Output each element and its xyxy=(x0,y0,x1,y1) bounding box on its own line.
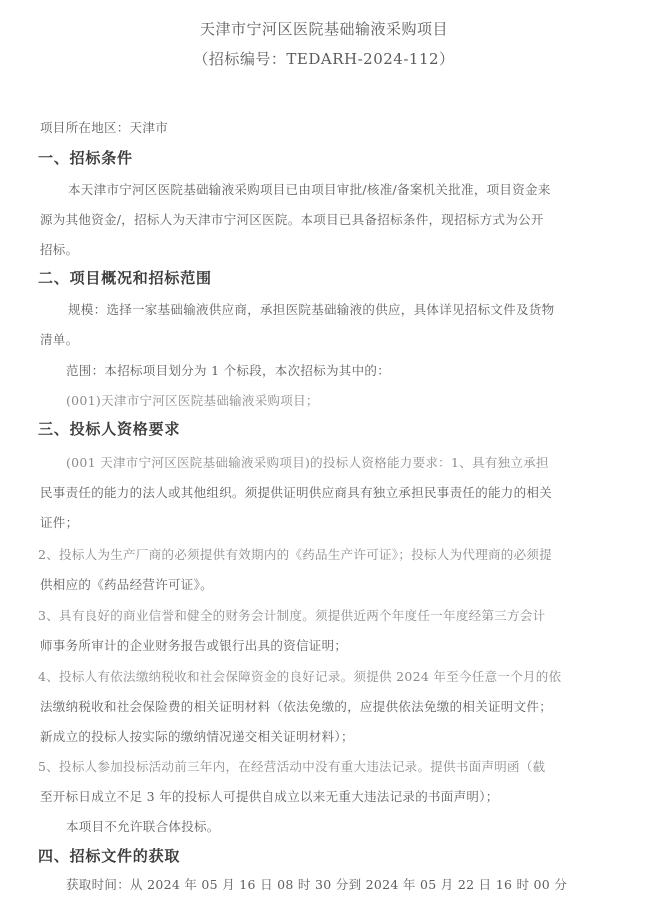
section-1-text-line: 本天津市宁河区医院基础输液采购项目已由项目审批/核准/备案机关批准，项目资金来 xyxy=(68,182,551,197)
qualification-item-4-line: 4、投标人有依法缴纳税收和社会保障资金的良好记录。须提供 2024 年至今任意一个月的依 xyxy=(38,669,562,684)
section-2-scale-line: 清单。 xyxy=(40,332,79,347)
document-acquisition-time: 获取时间：从 2024 年 05 月 16 日 08 时 30 分到 2024 年 05 月 22 日 16 时 00 分 xyxy=(66,877,568,892)
qualification-item-2-line: 2、投标人为生产厂商的必须提供有效期内的《药品生产许可证》；投标人为代理商的必须提 xyxy=(38,547,553,562)
section-2-scale-line: 规模：选择一家基础输液供应商，承担医院基础输液的供应，具体详见招标文件及货物 xyxy=(68,302,555,317)
project-region: 项目所在地区：天津市 xyxy=(40,120,169,135)
section-2-scope: 范围：本招标项目划分为 1 个标段，本次招标为其中的： xyxy=(66,363,391,378)
qualification-item-2-line: 供相应的《药品经营许可证》。 xyxy=(40,577,213,592)
qualification-item-3-line: 3、具有良好的商业信誉和健全的财务会计制度。须提供近两个年度任一年度经第三方会计 xyxy=(38,608,546,623)
qualification-item-5-line: 至开标日成立不足 3 年的投标人可提供自成立以来无重大违法记录的书面声明）； xyxy=(40,789,499,804)
section-1-text-line: 招标。 xyxy=(40,242,79,257)
section-3-intro-line: 证件； xyxy=(40,515,79,530)
qualification-item-4-line: 法缴纳税收和社会保险费的相关证明材料（依法免缴的，应提供依法免缴的相关证明文件； xyxy=(40,699,553,714)
section-3-intro-line: 民事责任的能力的法人或其他组织。须提供证明供应商具有独立承担民事责任的能力的相关 xyxy=(40,485,553,500)
qualification-item-3-line: 师事务所审计的企业财务报告或银行出具的资信证明； xyxy=(40,638,348,653)
section-3-intro-line: (001 天津市宁河区医院基础输液采购项目)的投标人资格能力要求：1、具有独立承担 xyxy=(66,455,549,470)
document-title: 天津市宁河区医院基础输液采购项目 xyxy=(199,20,448,38)
qualification-item-5-line: 5、投标人参加投标活动前三年内，在经营活动中没有重大违法记录。提供书面声明函（截 xyxy=(38,759,546,774)
tender-number: （招标编号：TEDARH-2024-112） xyxy=(193,50,455,68)
section-2-lot: (001)天津市宁河区医院基础输液采购项目； xyxy=(66,393,319,408)
section-1-heading: 一、招标条件 xyxy=(38,149,133,167)
qualification-item-4-line: 新成立的投标人按实际的缴纳情况递交相关证明材料）； xyxy=(40,729,354,744)
section-4-heading: 四、招标文件的获取 xyxy=(38,847,181,865)
section-3-heading: 三、投标人资格要求 xyxy=(38,420,181,438)
section-2-heading: 二、项目概况和招标范围 xyxy=(38,269,212,287)
section-1-text-line: 源为其他资金/，招标人为天津市宁河区医院。本项目已具备招标条件，现招标方式为公开 xyxy=(40,212,544,227)
consortium-statement: 本项目不允许联合体投标。 xyxy=(66,819,220,834)
